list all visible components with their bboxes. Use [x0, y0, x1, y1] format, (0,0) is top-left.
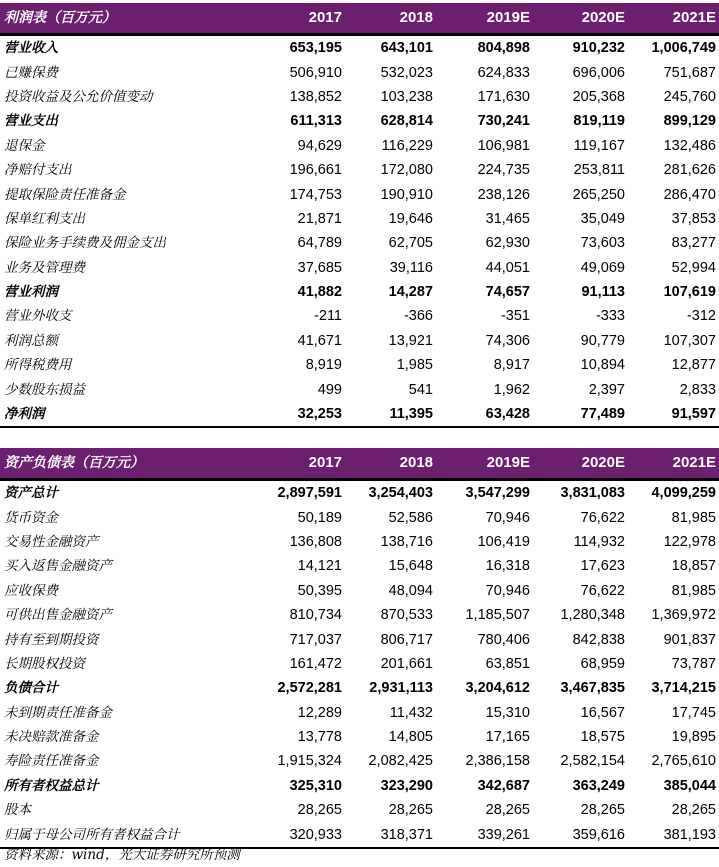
value-cell: 8,917 [493, 357, 530, 374]
value-cell: 804,898 [436, 35, 533, 61]
row-label: 持有至到期投资 [4, 631, 99, 648]
value-cell: 363,249 [572, 777, 625, 794]
source-note: 资料来源：wind，光大证券研究所预测 [4, 847, 240, 863]
value-cell: 3,204,612 [465, 680, 530, 697]
value-cell: 281,626 [663, 162, 716, 179]
value-cell: 13,778 [297, 729, 342, 746]
value-cell: 77,489 [533, 402, 628, 427]
value-cell: 28,265 [671, 802, 716, 819]
value-cell: 68,959 [580, 655, 625, 672]
table-row [0, 158, 719, 182]
value-cell: 342,687 [477, 777, 530, 794]
balance-sheet-table [0, 448, 719, 849]
value-cell: 780,406 [477, 631, 530, 648]
row-label: 归属于母公司所有者权益合计 [0, 822, 252, 847]
value-cell: 106,981 [477, 137, 530, 154]
value-cell: 499 [317, 381, 342, 398]
table-row [0, 749, 719, 773]
table-row [0, 134, 719, 158]
value-cell: 14,287 [388, 284, 433, 301]
value-cell: 31,465 [485, 210, 530, 227]
value-cell: -333 [595, 308, 625, 325]
value-cell: 842,838 [572, 631, 625, 648]
value-cell: 17,623 [580, 558, 625, 575]
value-cell: -211 [314, 308, 342, 325]
table-row [0, 280, 719, 304]
value-cell: 751,687 [663, 64, 716, 81]
value-cell: 39,116 [389, 259, 433, 276]
value-cell: 201,661 [380, 655, 433, 672]
value-cell: 28,265 [388, 802, 433, 819]
balance-year-header: 2017 [252, 448, 345, 480]
table-row [0, 85, 719, 109]
table-row [0, 377, 719, 401]
value-cell: 2,572,281 [277, 680, 342, 697]
value-cell: 624,833 [477, 64, 530, 81]
value-cell: 107,619 [663, 284, 716, 301]
value-cell: 17,165 [485, 729, 530, 746]
income-header-row [0, 3, 719, 35]
value-cell: 116,229 [381, 137, 433, 154]
table-row [0, 701, 719, 725]
value-cell: 41,671 [297, 332, 342, 349]
table-row [0, 402, 719, 427]
value-cell: 16,318 [485, 558, 530, 575]
value-cell: 2,931,113 [369, 680, 433, 697]
value-cell: 138,716 [380, 533, 433, 550]
value-cell: 122,978 [663, 533, 716, 550]
value-cell: 3,467,835 [560, 680, 625, 697]
row-label: 净利润 [0, 402, 252, 427]
value-cell: 532,023 [380, 64, 433, 81]
value-cell: 171,630 [477, 88, 530, 105]
value-cell: 901,837 [663, 631, 716, 648]
value-cell: 2,386,158 [465, 753, 530, 770]
value-cell: 325,310 [289, 777, 342, 794]
value-cell: 41,882 [297, 284, 342, 301]
value-cell: 13,921 [388, 332, 433, 349]
value-cell: 74,657 [485, 284, 530, 301]
value-cell: 19,895 [671, 729, 716, 746]
value-cell: 18,575 [580, 729, 625, 746]
value-cell: 16,567 [580, 704, 625, 721]
row-label: 营业利润 [4, 284, 58, 301]
value-cell: 381,193 [628, 822, 719, 847]
value-cell: 12,289 [297, 704, 342, 721]
table-row [0, 304, 719, 328]
value-cell: 18,857 [671, 558, 716, 575]
value-cell: 28,265 [297, 802, 342, 819]
row-label: 营业外收支 [4, 308, 72, 325]
value-cell: 52,994 [671, 259, 716, 276]
value-cell: 106,419 [477, 533, 530, 550]
value-cell: 8,919 [305, 357, 342, 374]
table-row [0, 182, 719, 206]
value-cell: 172,080 [380, 162, 433, 179]
value-cell: 63,428 [436, 402, 533, 427]
row-label: 退保金 [4, 137, 45, 154]
value-cell: 628,814 [380, 113, 433, 130]
value-cell: 174,753 [289, 186, 342, 203]
value-cell: 37,685 [297, 259, 342, 276]
row-label: 未到期责任准备金 [4, 704, 112, 721]
value-cell: 138,852 [289, 88, 342, 105]
value-cell: 286,470 [663, 186, 716, 203]
table-row [0, 652, 719, 676]
value-cell: 3,254,403 [345, 480, 436, 506]
table-row [0, 207, 719, 231]
value-cell: 48,094 [388, 582, 433, 599]
value-cell: 1,915,324 [277, 753, 342, 770]
table-row [0, 109, 719, 133]
value-cell: 62,930 [485, 235, 530, 252]
value-cell: 63,851 [485, 655, 530, 672]
income-year-header: 2017 [252, 3, 345, 35]
value-cell: 318,371 [345, 822, 436, 847]
value-cell: 107,307 [663, 332, 716, 349]
value-cell: 1,280,348 [560, 607, 625, 624]
value-cell: 3,547,299 [436, 480, 533, 506]
table-row [0, 627, 719, 651]
value-cell: 14,805 [388, 729, 433, 746]
income-table-body [0, 35, 719, 428]
table-row [0, 554, 719, 578]
value-cell: 810,734 [289, 607, 342, 624]
table-row [0, 603, 719, 627]
row-label: 提取保险责任准备金 [4, 186, 126, 203]
value-cell: 91,597 [628, 402, 719, 427]
row-label: 可供出售金融资产 [4, 607, 112, 624]
table-row [0, 798, 719, 822]
row-label: 已赚保费 [4, 64, 58, 81]
balance-table-body [0, 480, 719, 848]
row-label: 所有者权益总计 [4, 777, 99, 794]
row-label: 资产总计 [0, 480, 252, 506]
value-cell: 76,622 [580, 509, 625, 526]
value-cell: 15,648 [388, 558, 433, 575]
value-cell: 81,985 [671, 509, 716, 526]
value-cell: 2,765,610 [651, 753, 716, 770]
table-row [0, 725, 719, 749]
value-cell: 76,622 [580, 582, 625, 599]
value-cell: 52,586 [388, 509, 433, 526]
table-row [0, 231, 719, 255]
value-cell: 37,853 [671, 210, 716, 227]
row-label: 负债合计 [4, 680, 58, 697]
value-cell: 119,167 [573, 137, 625, 154]
value-cell: 541 [408, 381, 433, 398]
value-cell: 385,044 [663, 777, 716, 794]
value-cell: 696,006 [572, 64, 625, 81]
value-cell: 50,395 [297, 582, 342, 599]
table-row [0, 35, 719, 61]
value-cell: 161,472 [289, 655, 342, 672]
value-cell: 1,369,972 [651, 607, 716, 624]
row-label: 交易性金融资产 [4, 533, 99, 550]
income-year-header: 2019E [436, 3, 533, 35]
table-row [0, 579, 719, 603]
value-cell: 899,129 [663, 113, 716, 130]
value-cell: -366 [403, 308, 433, 325]
row-label: 业务及管理费 [4, 259, 85, 276]
value-cell: 70,946 [485, 582, 530, 599]
row-label: 利润总额 [4, 332, 58, 349]
value-cell: 1,006,749 [628, 35, 719, 61]
row-label: 所得税费用 [4, 357, 72, 374]
income-year-header: 2021E [628, 3, 719, 35]
table-row [0, 353, 719, 377]
balance-table-title: 资产负债表（百万元） [0, 448, 252, 480]
value-cell: 320,933 [252, 822, 345, 847]
value-cell: 21,871 [297, 210, 342, 227]
value-cell: 2,833 [679, 381, 716, 398]
value-cell: 224,735 [477, 162, 530, 179]
value-cell: 3,714,215 [651, 680, 716, 697]
value-cell: 323,290 [380, 777, 433, 794]
row-label: 未决赔款准备金 [4, 729, 99, 746]
row-label: 货币资金 [4, 509, 58, 526]
value-cell: 81,985 [671, 582, 716, 599]
value-cell: 28,265 [580, 802, 625, 819]
value-cell: 73,603 [580, 235, 625, 252]
value-cell: 132,486 [663, 137, 716, 154]
value-cell: 12,877 [671, 357, 716, 374]
row-label: 投资收益及公允价值变动 [4, 88, 153, 105]
row-label: 应收保费 [4, 582, 58, 599]
value-cell: 611,313 [290, 113, 342, 130]
balance-year-header: 2018 [345, 448, 436, 480]
row-label: 保险业务手续费及佣金支出 [4, 235, 166, 252]
value-cell: 253,811 [573, 162, 625, 179]
value-cell: 196,661 [289, 162, 342, 179]
value-cell: 17,745 [671, 704, 716, 721]
value-cell: 50,189 [297, 509, 342, 526]
value-cell: 49,069 [580, 259, 625, 276]
table-row [0, 774, 719, 798]
value-cell: 717,037 [289, 631, 342, 648]
value-cell: 3,831,083 [533, 480, 628, 506]
value-cell: 103,238 [380, 88, 433, 105]
value-cell: 114,932 [573, 533, 625, 550]
value-cell: 73,787 [671, 655, 716, 672]
row-label: 少数股东损益 [4, 381, 85, 398]
value-cell: 819,119 [573, 113, 625, 130]
value-cell: 94,629 [297, 137, 342, 154]
row-label: 净赔付支出 [4, 162, 72, 179]
value-cell: 910,232 [533, 35, 628, 61]
value-cell: 10,894 [580, 357, 625, 374]
balance-year-header: 2019E [436, 448, 533, 480]
value-cell: 90,779 [580, 332, 625, 349]
value-cell: -312 [686, 308, 716, 325]
row-label: 买入返售金融资产 [4, 558, 112, 575]
value-cell: 2,582,154 [560, 753, 625, 770]
value-cell: 83,277 [671, 235, 716, 252]
table-row [0, 329, 719, 353]
value-cell: 238,126 [477, 186, 530, 203]
value-cell: 205,368 [572, 88, 625, 105]
value-cell: 245,760 [663, 88, 716, 105]
value-cell: 44,051 [485, 259, 530, 276]
value-cell: 1,985 [396, 357, 433, 374]
value-cell: 14,121 [297, 558, 342, 575]
row-label: 长期股权投资 [4, 655, 85, 672]
value-cell: 643,101 [345, 35, 436, 61]
value-cell: 28,265 [485, 802, 530, 819]
row-label: 营业收入 [0, 35, 252, 61]
value-cell: 653,195 [252, 35, 345, 61]
table-row [0, 480, 719, 506]
value-cell: 19,646 [388, 210, 433, 227]
value-cell: 359,616 [533, 822, 628, 847]
income-statement-table [0, 3, 719, 428]
value-cell: 1,962 [493, 381, 530, 398]
value-cell: 32,253 [252, 402, 345, 427]
value-cell: 806,717 [380, 631, 433, 648]
value-cell: 870,533 [380, 607, 433, 624]
value-cell: 11,395 [345, 402, 436, 427]
table-row [0, 60, 719, 84]
value-cell: 70,946 [485, 509, 530, 526]
row-label: 保单红利支出 [4, 210, 85, 227]
row-label: 股本 [4, 802, 31, 819]
value-cell: 62,705 [388, 235, 433, 252]
value-cell: 506,910 [289, 64, 342, 81]
value-cell: -351 [500, 308, 530, 325]
value-cell: 265,250 [572, 186, 625, 203]
table-row [0, 676, 719, 700]
value-cell: 339,261 [436, 822, 533, 847]
value-cell: 2,897,591 [252, 480, 345, 506]
income-year-header: 2020E [533, 3, 628, 35]
table-row [0, 505, 719, 529]
value-cell: 35,049 [580, 210, 625, 227]
value-cell: 136,808 [289, 533, 342, 550]
balance-header-row [0, 448, 719, 480]
value-cell: 2,082,425 [368, 753, 433, 770]
value-cell: 730,241 [477, 113, 530, 130]
row-label: 寿险责任准备金 [4, 753, 99, 770]
value-cell: 11,432 [389, 704, 433, 721]
value-cell: 64,789 [297, 235, 342, 252]
value-cell: 91,113 [581, 284, 625, 301]
income-year-header: 2018 [345, 3, 436, 35]
value-cell: 74,306 [485, 332, 530, 349]
balance-year-header: 2021E [628, 448, 719, 480]
value-cell: 15,310 [485, 704, 530, 721]
value-cell: 1,185,507 [465, 607, 530, 624]
value-cell: 2,397 [588, 381, 625, 398]
row-label: 营业支出 [4, 113, 58, 130]
value-cell: 190,910 [380, 186, 433, 203]
table-row [0, 256, 719, 280]
value-cell: 4,099,259 [628, 480, 719, 506]
income-table-title: 利润表（百万元） [0, 3, 252, 35]
table-row [0, 530, 719, 554]
balance-year-header: 2020E [533, 448, 628, 480]
